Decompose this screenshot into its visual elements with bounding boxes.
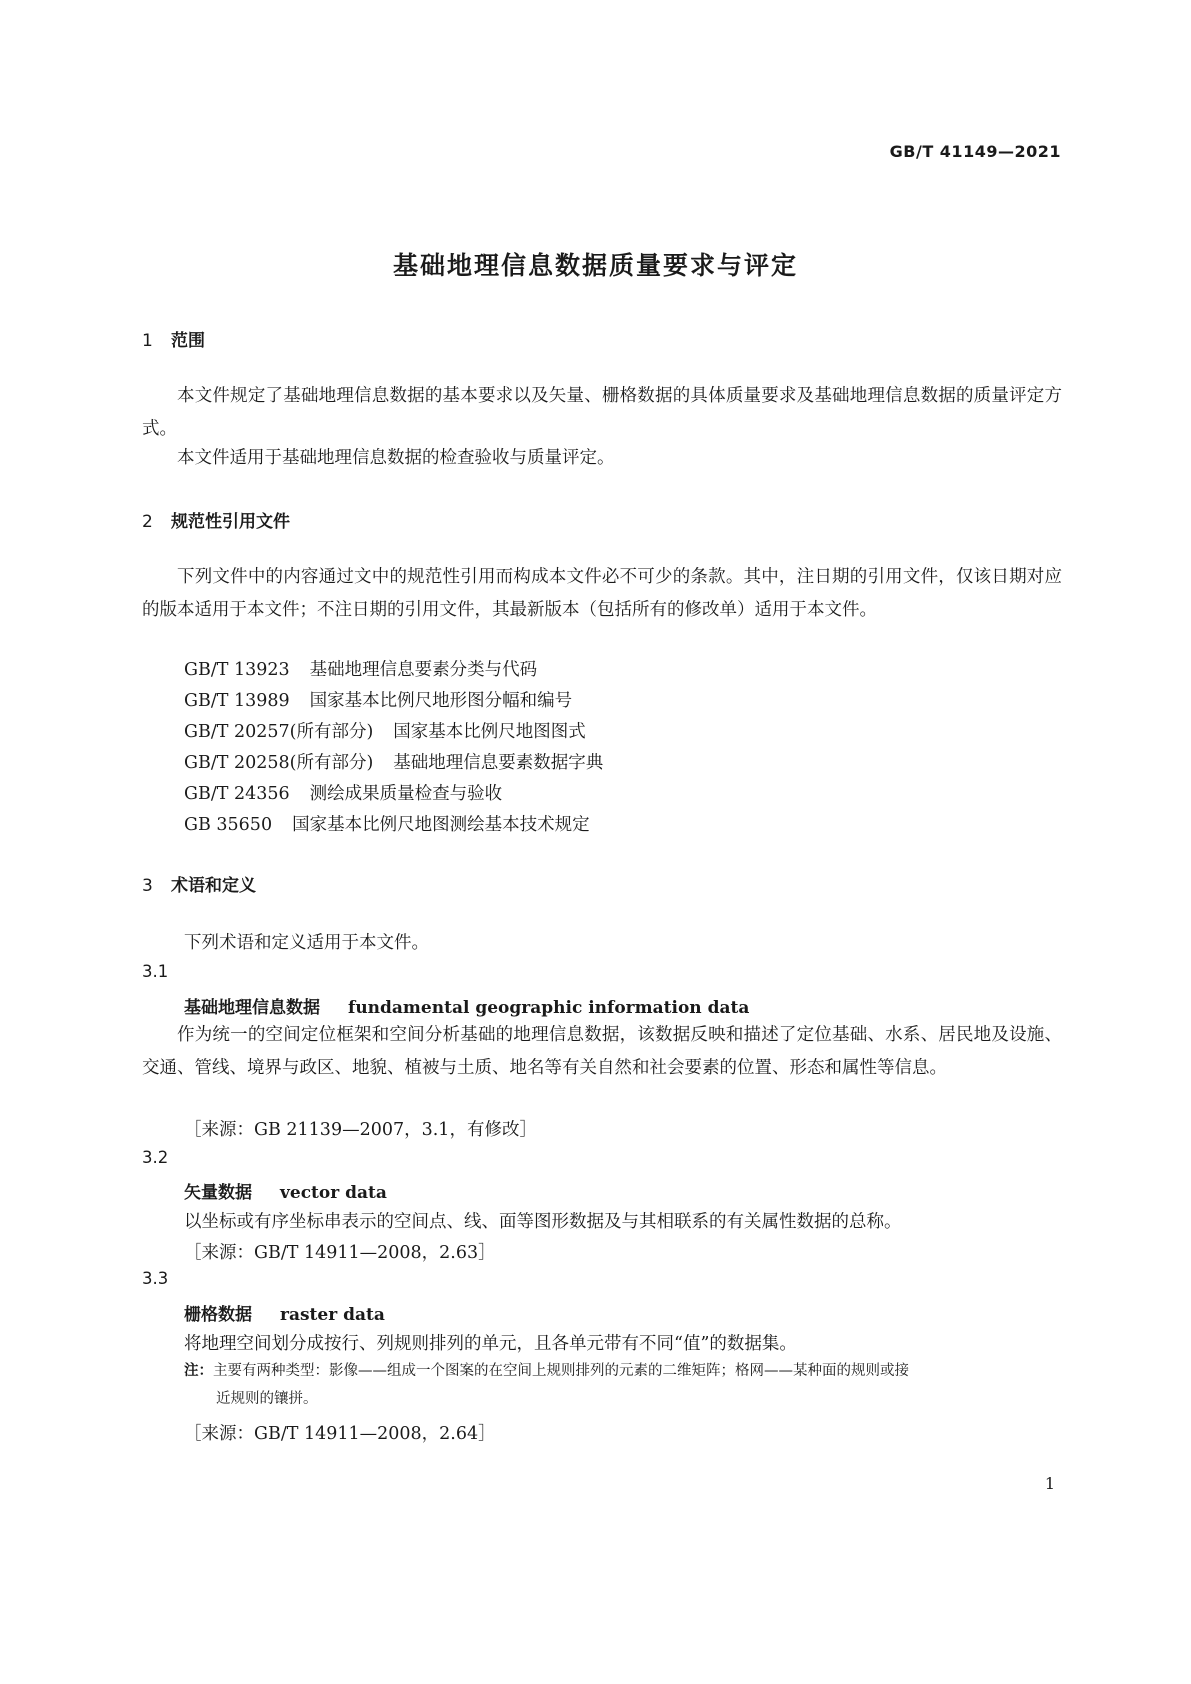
reference-title: 基础地理信息要素数据字典 <box>393 753 604 773</box>
reference-code: GB/T 13989 <box>184 691 290 711</box>
term-heading <box>184 1178 387 1203</box>
term-heading <box>184 993 749 1018</box>
term-heading <box>184 1300 385 1325</box>
reference-item <box>184 749 603 774</box>
page-number: 1 <box>1044 1474 1055 1493</box>
term-source: ［来源：GB/T 14911—2008，2.64］ <box>184 1424 496 1444</box>
reference-code: GB/T 20258(所有部分) <box>184 753 374 773</box>
reference-item <box>184 687 572 712</box>
section-3-intro: 下列术语和定义适用于本文件。 <box>184 933 429 953</box>
reference-item <box>184 780 502 805</box>
note-label: 注： <box>184 1363 213 1379</box>
reference-item <box>184 811 590 836</box>
section-title: 术语和定义 <box>171 876 256 896</box>
term-en: vector data <box>280 1183 387 1203</box>
term-number: 3.3 <box>142 1269 169 1288</box>
term-zh: 栅格数据 <box>184 1305 252 1325</box>
reference-item <box>184 656 537 681</box>
section-1-heading <box>142 326 205 351</box>
section-1-paragraph-2: 本文件适用于基础地理信息数据的检查验收与质量评定。 <box>177 448 615 468</box>
section-2-intro: 下列文件中的内容通过文中的规范性引用而构成本文件必不可少的条款。其中，注日期的引用文件，仅该日期对应的版本适用于本文件；不注日期的引用文件，其最新版本（包括所有的修改单）适用于本文件。 <box>142 567 1062 620</box>
section-title: 规范性引用文件 <box>171 512 290 532</box>
reference-title: 测绘成果质量检查与验收 <box>309 784 503 804</box>
reference-title: 国家基本比例尺地形图分幅和编号 <box>309 691 573 711</box>
term-note <box>184 1357 1064 1413</box>
section-2-heading <box>142 507 290 532</box>
term-zh: 矢量数据 <box>184 1183 252 1203</box>
document-title: 基础地理信息数据质量要求与评定 <box>392 251 798 280</box>
reference-code: GB/T 20257(所有部分) <box>184 722 374 742</box>
section-3-heading <box>142 871 256 896</box>
reference-code: GB 35650 <box>184 815 273 835</box>
term-number: 3.2 <box>142 1148 169 1167</box>
standard-code: GB/T 41149—2021 <box>889 142 1061 161</box>
note-text-line-1: 主要有两种类型：影像——组成一个图案的在空间上规则排列的元素的二维矩阵；格网——某种面的规则或接 <box>213 1363 909 1379</box>
section-title: 范围 <box>171 331 205 351</box>
section-number: 3 <box>142 876 153 896</box>
term-definition: 以坐标或有序坐标串表示的空间点、线、面等图形数据及与其相联系的有关属性数据的总称。 <box>184 1212 902 1232</box>
section-1-paragraph-1: 本文件规定了基础地理信息数据的基本要求以及矢量、栅格数据的具体质量要求及基础地理信息数据的质量评定方式。 <box>142 386 1062 439</box>
reference-title: 基础地理信息要素分类与代码 <box>309 660 538 680</box>
term-definition: 将地理空间划分成按行、列规则排列的单元，且各单元带有不同“值”的数据集。 <box>184 1334 797 1354</box>
term-source: ［来源：GB/T 14911—2008，2.63］ <box>184 1243 496 1263</box>
section-number: 2 <box>142 512 153 532</box>
reference-title: 国家基本比例尺地图测绘基本技术规定 <box>292 815 590 835</box>
reference-code: GB/T 24356 <box>184 784 290 804</box>
reference-code: GB/T 13923 <box>184 660 290 680</box>
term-en: raster data <box>280 1305 385 1325</box>
term-en: fundamental geographic information data <box>348 998 750 1018</box>
term-source: ［来源：GB 21139—2007，3.1，有修改］ <box>184 1120 537 1140</box>
term-number: 3.1 <box>142 962 169 981</box>
reference-title: 国家基本比例尺地图图式 <box>393 722 586 742</box>
note-text-line-2: 近规则的镶拼。 <box>216 1391 318 1407</box>
term-definition: 作为统一的空间定位框架和空间分析基础的地理信息数据，该数据反映和描述了定位基础、水系、居民地及设施、交通、管线、境界与政区、地貌、植被与土质、地名等有关自然和社会要素的位置、形态和属性等信息。 <box>142 1025 1062 1078</box>
section-number: 1 <box>142 331 153 351</box>
reference-item <box>184 718 586 743</box>
term-zh: 基础地理信息数据 <box>184 998 320 1018</box>
